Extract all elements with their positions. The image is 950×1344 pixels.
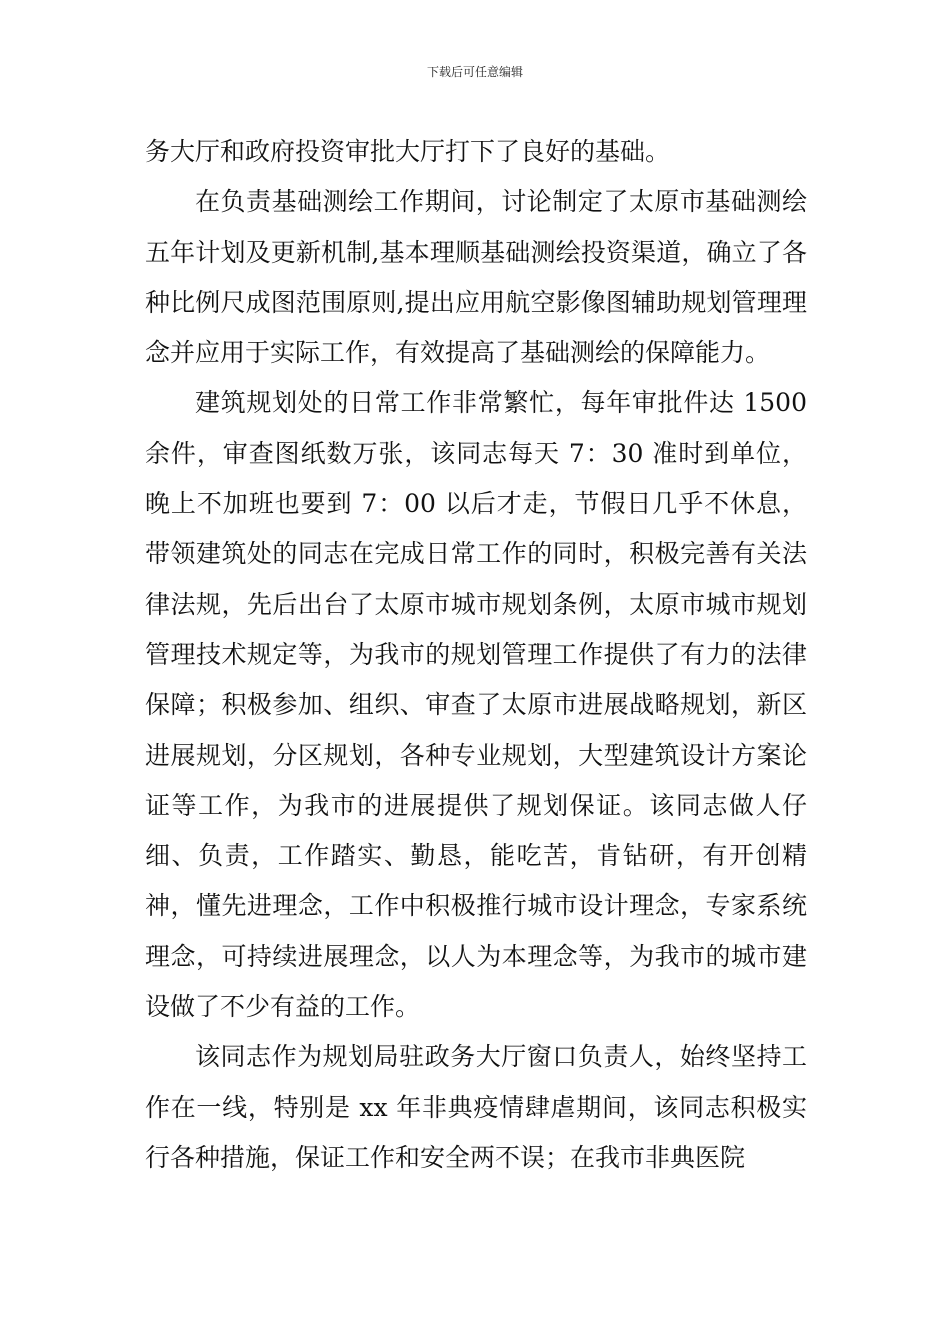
paragraph-surveying: 在负责基础测绘工作期间，讨论制定了太原市基础测绘五年计划及更新机制,基本理顺基础测绘投资渠道，确立了各种比例尺成图范围原则,提出应用航空影像图辅助规划管理理念并应用于实际工作，有效提高了基础测绘的保障能力。 [145,187,807,368]
paragraph-service-hall: 该同志作为规划局驻政务大厅窗口负责人，始终坚持工作在一线，特别是 xx 年非典疫情肆虐期间，该同志积极实行各种措施，保证工作和安全两不误；在我市非典医院 [145,1042,807,1172]
page-header-note: 下载后可任意编辑 [426,65,523,79]
document-body [145,127,807,1183]
paragraph-continuation: 务大厅和政府投资审批大厅打下了良好的基础。 [145,137,671,166]
paragraph-building-planning: 建筑规划处的日常工作非常繁忙，每年审批件达 1500 余件，审查图纸数万张，该同志每天 7：30 准时到单位，晚上不加班也要到 7：00 以后才走，节假日几乎不休息，带领建筑处的同志在完成日常工作的同时，积极完善有关法律法规，先后出台了太原市城市规划条例，太原市城市规划管理技术规定等，为我市的规划管理工作提供了有力的法律保障；积极参加、组织、审查了太原市进展战略规划，新区进展规划，分区规划，各种专业规划，大型建筑设计方案论证等工作，为我市的进展提供了规划保证。该同志做人仔细、负责，工作踏实、勤恳，能吃苦，肯钻研，有开创精神，懂先进理念，工作中积极推行城市设计理念，专家系统理念，可持续进展理念，以人为本理念等，为我市的城市建设做了不少有益的工作。 [145,388,807,1022]
